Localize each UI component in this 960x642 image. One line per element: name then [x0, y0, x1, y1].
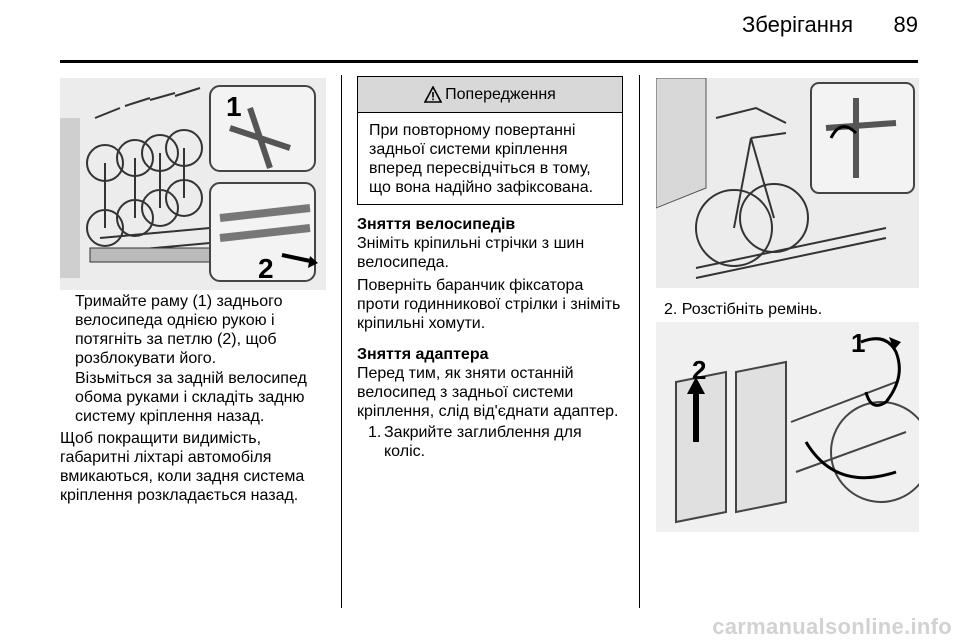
intro-paragraph: Перед тим, як зняти останній велосипед з задньої системи кріплення, слід від'єднати адаптер. — [357, 365, 619, 420]
bike-strap-figure — [656, 78, 919, 288]
watermark: carmanualsonline.info — [712, 614, 952, 639]
step-paragraph: Зніміть кріпильні стрічки з шин велосипеда. — [357, 235, 585, 271]
section-heading: Зняття адаптера — [357, 346, 489, 363]
section-heading: Зняття велосипедів — [357, 216, 516, 233]
warning-header — [358, 77, 622, 113]
callout-2-label: 2 — [258, 253, 274, 284]
list-item-text: Закрийте заглиблення для коліс. — [384, 424, 582, 460]
callout-1-label: 1 — [851, 328, 866, 358]
list-number: 1. — [368, 424, 382, 441]
warning-text: При повторному повертанні задньої системи кріплення вперед пересвідчіться в тому, що вона надійно зафіксована. — [369, 122, 594, 196]
header-rule — [60, 60, 918, 63]
callout-1-label: 1 — [226, 91, 242, 122]
instruction-paragraph: Тримайте раму (1) заднього велосипеда однією рукою і потягніть за петлю (2), щоб розблокувати його. — [75, 293, 283, 367]
instruction-paragraph: Візьміться за задній велосипед обома руками і складіть задню систему кріплення назад. — [75, 370, 307, 425]
adapter-figure — [656, 322, 919, 532]
figure-caption: 2. Розстібніть ремінь. — [664, 301, 823, 318]
warning-box — [357, 76, 623, 205]
warning-triangle-icon — [424, 86, 442, 103]
bike-carrier-figure — [60, 78, 326, 290]
warning-title: Попередження — [445, 85, 556, 103]
callout-2-label: 2 — [692, 355, 707, 385]
visibility-note: Щоб покращити видимість, габаритні ліхтарі автомобіля вмикаються, коли задня система кріплення розкладається назад. — [60, 430, 305, 504]
step-paragraph: Поверніть баранчик фіксатора проти годинникової стрілки і зніміть кріпильні хомути. — [357, 277, 621, 332]
column-divider — [341, 75, 342, 608]
column-divider — [639, 75, 640, 608]
page-title: Зберігання — [742, 12, 853, 37]
page-number: 89 — [893, 12, 918, 37]
